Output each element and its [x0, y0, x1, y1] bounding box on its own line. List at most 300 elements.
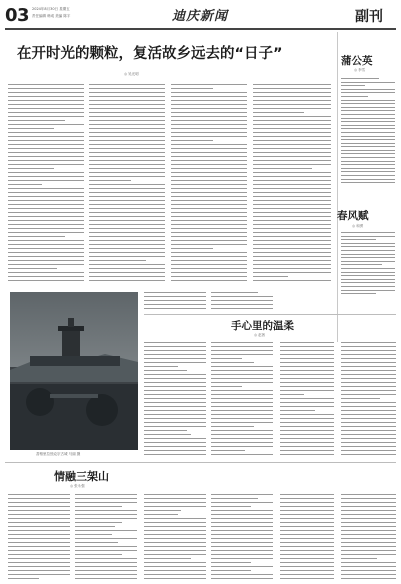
text-line [8, 228, 84, 229]
text-line [280, 394, 304, 395]
text-line [211, 506, 251, 507]
text-line [171, 124, 247, 125]
text-line [280, 350, 334, 351]
text-line [171, 164, 247, 165]
text-line [211, 514, 273, 515]
text-line [211, 430, 273, 431]
text-line [171, 248, 213, 249]
text-line [341, 157, 395, 158]
text-line [8, 160, 84, 161]
text-line [211, 442, 273, 443]
text-line [253, 240, 331, 241]
text-line [280, 354, 334, 355]
text-line [144, 304, 206, 305]
text-line [280, 434, 334, 435]
text-line [211, 450, 245, 451]
text-line [89, 280, 165, 281]
text-line [211, 566, 273, 567]
text-line [75, 542, 118, 543]
text-line [211, 300, 273, 301]
text-line [211, 406, 273, 407]
text-line [341, 350, 396, 351]
text-line [253, 180, 331, 181]
text-line [75, 510, 137, 511]
text-line [144, 438, 206, 439]
text-line [8, 244, 84, 245]
text-line [253, 272, 331, 273]
text-line [144, 430, 187, 431]
essay-1-rule [144, 314, 396, 315]
text-line [144, 292, 206, 293]
essay-2-col-6 [341, 494, 396, 582]
text-line [171, 88, 213, 89]
text-line [171, 112, 247, 113]
text-line [253, 100, 331, 101]
text-line [280, 526, 334, 527]
text-line [8, 570, 70, 571]
text-line [211, 578, 273, 579]
text-line [211, 378, 273, 379]
text-line [144, 300, 206, 301]
text-line [341, 161, 395, 162]
text-line [75, 530, 137, 531]
text-line [171, 200, 247, 201]
text-line [8, 140, 84, 141]
text-line [171, 208, 247, 209]
text-line [171, 172, 247, 173]
text-line [253, 244, 331, 245]
text-line [253, 212, 331, 213]
text-line [171, 276, 247, 277]
text-line [171, 244, 247, 245]
text-line [8, 88, 84, 89]
poem-2-title: 春风赋 [337, 210, 369, 222]
text-line [341, 232, 395, 233]
text-line [89, 156, 165, 157]
text-line [8, 510, 70, 511]
text-line [144, 526, 206, 527]
text-line [280, 406, 334, 407]
text-line [144, 382, 206, 383]
text-line [144, 494, 206, 495]
text-line [8, 176, 84, 177]
text-line [341, 410, 396, 411]
text-line [144, 454, 206, 455]
text-line [8, 546, 70, 547]
text-line [144, 558, 191, 559]
text-line [8, 220, 84, 221]
header-rule [5, 28, 396, 30]
text-line [89, 112, 165, 113]
text-line [144, 342, 206, 343]
text-line [280, 542, 334, 543]
text-line [341, 506, 396, 507]
text-line [144, 378, 206, 379]
text-line [89, 136, 165, 137]
text-line [171, 156, 247, 157]
text-line [211, 366, 273, 367]
text-line [341, 78, 379, 79]
text-line [280, 378, 334, 379]
text-line [8, 172, 84, 173]
text-line [89, 224, 165, 225]
text-line [144, 418, 206, 419]
text-line [8, 522, 70, 523]
text-line [341, 374, 396, 375]
text-line [171, 84, 247, 85]
text-line [341, 92, 395, 93]
text-line [253, 84, 331, 85]
text-line [8, 108, 84, 109]
essay-2-rule [5, 462, 396, 463]
text-line [89, 268, 165, 269]
essay-2-col-3 [144, 494, 206, 582]
text-line [341, 394, 396, 395]
text-line [75, 562, 137, 563]
text-line [253, 172, 331, 173]
text-line [211, 410, 273, 411]
text-line [211, 354, 273, 355]
text-line [341, 370, 396, 371]
text-line [341, 386, 396, 387]
text-line [89, 140, 165, 141]
text-line [8, 518, 70, 519]
text-line [253, 120, 331, 121]
text-line [341, 96, 368, 97]
text-line [171, 252, 247, 253]
text-line [280, 538, 334, 539]
text-line [171, 144, 247, 145]
text-line [280, 570, 334, 571]
text-line [280, 550, 334, 551]
text-line [211, 370, 273, 371]
text-line [8, 112, 84, 113]
text-line [171, 192, 247, 193]
text-line [253, 236, 331, 237]
text-line [144, 390, 206, 391]
text-line [280, 418, 334, 419]
text-line [253, 268, 331, 269]
text-line [253, 228, 331, 229]
text-line [8, 268, 57, 269]
text-line [211, 386, 242, 387]
text-line [211, 394, 273, 395]
page-number: 03 [5, 5, 30, 26]
essay-1-title: 手心里的温柔 [231, 320, 294, 332]
text-line [341, 257, 395, 258]
main-article-continued-a [144, 292, 206, 312]
text-line [280, 518, 334, 519]
text-line [144, 518, 206, 519]
text-line [341, 132, 395, 133]
text-line [8, 514, 70, 515]
essay-2-col-2 [75, 494, 137, 582]
text-line [280, 502, 334, 503]
text-line [89, 212, 165, 213]
text-line [144, 296, 206, 297]
text-line [75, 522, 122, 523]
text-line [89, 220, 165, 221]
essay-2-title: 情融三架山 [54, 470, 109, 483]
text-line [144, 354, 206, 355]
text-line [8, 216, 84, 217]
text-line [253, 248, 331, 249]
text-line [341, 546, 396, 547]
text-line [171, 168, 247, 169]
text-line [341, 434, 396, 435]
text-line [341, 114, 395, 115]
text-line [8, 240, 84, 241]
text-line [75, 554, 122, 555]
text-line [341, 494, 396, 495]
text-line [144, 514, 178, 515]
text-line [341, 243, 395, 244]
text-line [253, 200, 331, 201]
text-line [341, 254, 395, 255]
text-line [89, 264, 165, 265]
text-line [171, 220, 247, 221]
text-line [171, 224, 247, 225]
text-line [341, 390, 396, 391]
text-line [211, 558, 273, 559]
text-line [89, 244, 165, 245]
text-line [144, 308, 206, 309]
text-line [89, 100, 165, 101]
text-line [144, 574, 206, 575]
text-line [280, 530, 334, 531]
text-line [253, 216, 331, 217]
text-line [211, 292, 258, 293]
text-line [144, 414, 206, 415]
text-line [89, 216, 165, 217]
text-line [341, 346, 396, 347]
text-line [75, 558, 137, 559]
text-line [253, 148, 331, 149]
text-line [280, 554, 334, 555]
text-line [211, 422, 273, 423]
text-line [211, 570, 251, 571]
text-line [211, 402, 273, 403]
text-line [280, 578, 334, 579]
text-line [8, 264, 84, 265]
text-line [171, 96, 247, 97]
text-line [253, 164, 331, 165]
text-line [341, 354, 396, 355]
text-line [144, 450, 206, 451]
text-line [8, 208, 84, 209]
text-line [341, 236, 395, 237]
text-line [144, 502, 206, 503]
text-line [211, 414, 273, 415]
text-line [280, 574, 334, 575]
text-line [171, 116, 247, 117]
text-line [341, 246, 395, 247]
text-line [75, 538, 137, 539]
text-line [171, 184, 247, 185]
text-line [211, 374, 273, 375]
text-line [341, 522, 396, 523]
text-line [211, 398, 273, 399]
text-line [144, 570, 206, 571]
text-line [89, 236, 165, 237]
text-line [280, 366, 334, 367]
text-line [144, 350, 206, 351]
text-line [280, 426, 334, 427]
text-line [144, 510, 181, 511]
text-line [89, 196, 165, 197]
text-line [341, 382, 396, 383]
text-line [253, 104, 331, 105]
text-line [8, 120, 65, 121]
text-line [341, 175, 395, 176]
text-line [341, 366, 396, 367]
text-line [211, 562, 251, 563]
text-line [253, 176, 331, 177]
text-line [253, 152, 331, 153]
text-line [341, 510, 396, 511]
text-line [8, 550, 70, 551]
text-line [341, 438, 396, 439]
text-line [144, 386, 206, 387]
text-line [211, 502, 273, 503]
text-line [171, 152, 247, 153]
text-line [211, 510, 273, 511]
text-line [171, 236, 247, 237]
text-line [89, 192, 165, 193]
text-line [253, 232, 331, 233]
text-line [341, 85, 365, 86]
text-line [253, 260, 331, 261]
text-line [280, 494, 334, 495]
text-line [8, 204, 84, 205]
text-line [144, 346, 206, 347]
text-line [341, 402, 396, 403]
text-line [341, 450, 396, 451]
text-line [280, 446, 334, 447]
text-line [211, 518, 273, 519]
text-line [8, 156, 84, 157]
text-line [280, 398, 334, 399]
text-line [89, 200, 165, 201]
text-line [89, 172, 165, 173]
text-line [171, 264, 247, 265]
text-line [8, 506, 70, 507]
text-line [8, 116, 84, 117]
text-line [341, 342, 396, 343]
text-line [8, 200, 84, 201]
text-line [89, 232, 165, 233]
main-article-byline: ◎ 吴光明 [124, 72, 139, 76]
text-line [280, 410, 315, 411]
text-line [144, 534, 206, 535]
poem-2-body-right [341, 232, 395, 297]
text-line [341, 164, 395, 165]
text-line [144, 522, 206, 523]
text-line [75, 570, 137, 571]
essay-1-col-4 [341, 342, 396, 458]
text-line [171, 212, 247, 213]
text-line [171, 120, 247, 121]
text-line [280, 346, 334, 347]
text-line [89, 104, 165, 105]
text-line [341, 518, 396, 519]
text-line [8, 574, 70, 575]
text-line [171, 280, 247, 281]
text-line [144, 410, 206, 411]
masthead: 迪庆新闻 [172, 9, 229, 24]
text-line [89, 144, 165, 145]
text-line [280, 438, 334, 439]
text-line [280, 358, 334, 359]
text-line [89, 276, 165, 277]
text-line [211, 308, 273, 309]
text-line [253, 132, 331, 133]
text-line [89, 84, 165, 85]
text-line [253, 124, 331, 125]
text-line [341, 534, 396, 535]
text-line [341, 121, 395, 122]
text-line [341, 530, 396, 531]
text-line [341, 146, 395, 147]
text-line [89, 152, 165, 153]
text-line [211, 342, 273, 343]
text-line [8, 276, 84, 277]
text-line [280, 566, 334, 567]
text-line [253, 204, 331, 205]
text-line [8, 92, 84, 93]
text-line [144, 426, 206, 427]
text-line [341, 562, 396, 563]
right-column-divider [337, 32, 338, 342]
text-line [253, 88, 331, 89]
text-line [89, 204, 165, 205]
essay-1-byline: ◎ 赵茜 [254, 333, 266, 337]
text-line [253, 192, 331, 193]
text-line [253, 156, 331, 157]
main-article-continued-b [211, 292, 273, 312]
text-line [171, 268, 247, 269]
text-line [89, 148, 165, 149]
text-line [144, 370, 187, 371]
text-line [341, 414, 396, 415]
text-line [280, 382, 334, 383]
text-line [280, 514, 334, 515]
poem-1-byline: ◎ 李雪 [354, 68, 366, 72]
essay-1-col-3 [280, 342, 334, 458]
text-line [341, 502, 396, 503]
text-line [144, 398, 206, 399]
text-line [171, 180, 247, 181]
text-line [8, 84, 84, 85]
text-line [75, 550, 137, 551]
text-line [89, 272, 165, 273]
main-article-body [8, 84, 333, 290]
text-line [211, 426, 254, 427]
text-line [75, 534, 112, 535]
text-line [171, 260, 247, 261]
main-col-1 [8, 84, 84, 284]
text-line [89, 128, 165, 129]
text-line [89, 188, 165, 189]
text-line [75, 494, 137, 495]
text-line [253, 116, 331, 117]
text-line [144, 554, 206, 555]
text-line [211, 538, 273, 539]
text-line [89, 248, 165, 249]
text-line [144, 578, 206, 579]
editor-line: 责任编辑 韩成 美编 陈宇 [32, 14, 71, 18]
text-line [253, 188, 331, 189]
